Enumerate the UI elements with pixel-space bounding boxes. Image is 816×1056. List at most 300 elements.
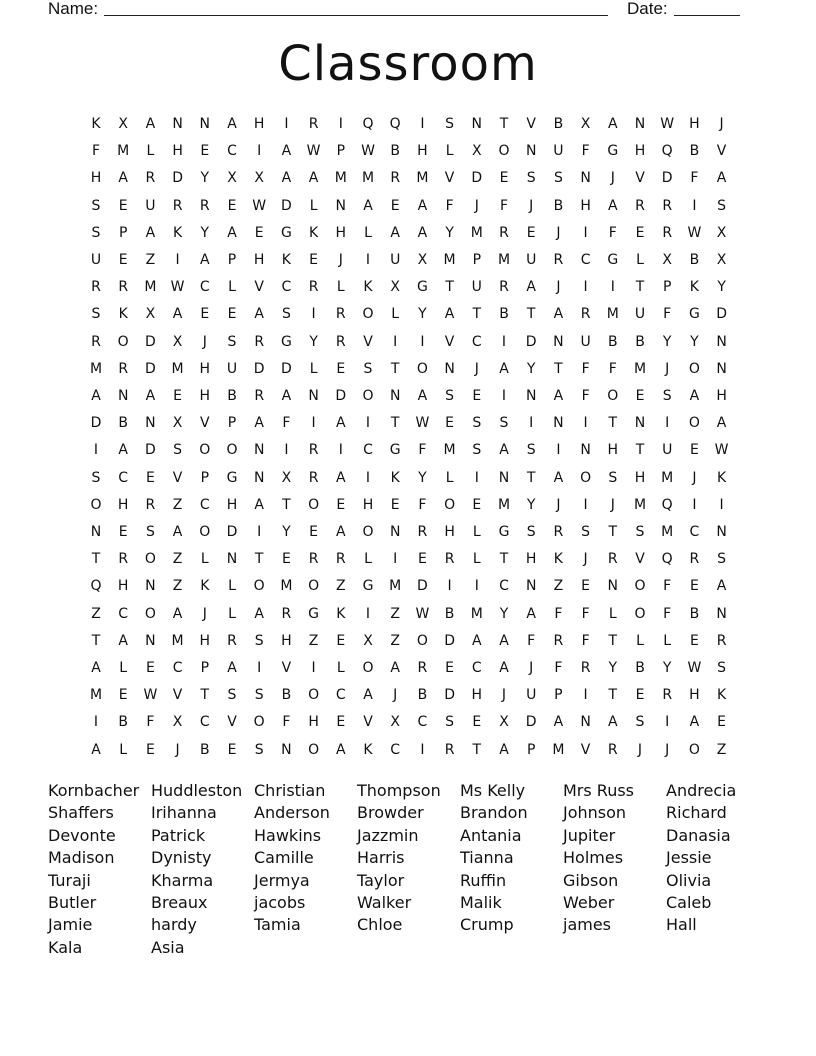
grid-letter: R — [635, 197, 645, 214]
grid-letter: L — [309, 360, 318, 377]
grid-letter: O — [117, 333, 129, 350]
grid-letter: I — [365, 469, 371, 486]
grid-letter: R — [254, 333, 265, 350]
grid-letter: A — [200, 252, 210, 268]
grid-letter: T — [254, 551, 264, 568]
grid-letter: X — [172, 714, 183, 731]
grid-letter: Y — [662, 660, 672, 676]
grid-letter: D — [226, 524, 238, 540]
grid-letter: K — [363, 279, 373, 296]
grid-letter: B — [553, 197, 564, 214]
grid-letter: Y — [526, 496, 536, 513]
grid-letter: N — [580, 442, 591, 459]
grid-letter: J — [202, 333, 207, 350]
grid-letter: H — [335, 224, 347, 241]
word-bank-item: Anderson — [254, 803, 330, 823]
grid-letter: J — [175, 741, 180, 758]
grid-letter: E — [499, 170, 509, 187]
word-bank-item: Shaffers — [48, 803, 114, 823]
grid-letter: G — [416, 279, 428, 296]
word-bank-item: hardy — [151, 915, 197, 935]
grid-letter: Q — [362, 116, 374, 132]
grid-letter: A — [363, 687, 373, 704]
grid-letter: J — [393, 687, 398, 704]
grid-letter: D — [661, 170, 673, 187]
grid-letter: R — [662, 224, 673, 241]
word-bank-item: Patrick — [151, 825, 206, 845]
grid-letter: D — [145, 333, 156, 350]
grid-letter: L — [364, 551, 372, 568]
grid-letter: H — [199, 632, 211, 649]
grid-letter: Y — [418, 469, 427, 486]
grid-letter: V — [172, 469, 183, 486]
grid-letter: T — [472, 306, 482, 323]
grid-letter: M — [443, 442, 456, 459]
word-bank-item: Devonte — [48, 825, 116, 845]
grid-letter: S — [499, 415, 509, 432]
grid-letter: B — [689, 605, 700, 622]
grid-letter: A — [390, 224, 400, 241]
grid-letter: V — [444, 333, 455, 350]
grid-letter: A — [254, 605, 264, 622]
grid-letter: J — [474, 197, 479, 214]
grid-letter: N — [553, 333, 564, 350]
grid-letter: H — [308, 714, 319, 731]
name-label: Name: — [48, 0, 99, 18]
grid-letter: C — [390, 741, 401, 758]
grid-letter: A — [417, 388, 428, 404]
grid-letter: T — [390, 415, 400, 432]
grid-letter: K — [173, 224, 183, 241]
grid-letter: T — [472, 741, 482, 758]
grid-letter: A — [716, 170, 727, 187]
grid-letter: D — [145, 360, 156, 377]
grid-letter: K — [717, 687, 727, 704]
grid-letter: C — [417, 714, 428, 731]
grid-letter: O — [634, 605, 646, 622]
grid-letter: E — [526, 224, 536, 241]
grid-letter: R — [335, 306, 346, 323]
grid-letter: R — [335, 333, 346, 350]
name-blank-line — [104, 15, 608, 16]
word-bank-item: Camille — [254, 848, 314, 868]
grid-letter: I — [420, 333, 425, 350]
grid-letter: E — [309, 524, 319, 540]
grid-letter: C — [689, 524, 700, 540]
grid-letter: F — [91, 143, 101, 160]
grid-letter: N — [634, 415, 646, 432]
word-column — [563, 780, 666, 959]
grid-letter: T — [445, 279, 454, 296]
grid-letter: V — [227, 714, 237, 731]
grid-letter: D — [444, 632, 455, 649]
grid-letter: D — [525, 714, 537, 731]
grid-letter: Q — [389, 116, 401, 132]
grid-letter: S — [717, 660, 727, 676]
grid-letter: I — [583, 224, 588, 241]
grid-letter: O — [362, 524, 374, 540]
grid-letter: R — [444, 741, 455, 758]
grid-letter: N — [253, 442, 265, 459]
grid-letter: C — [118, 469, 129, 486]
grid-letter: V — [172, 687, 183, 704]
grid-letter: E — [635, 687, 645, 704]
word-column — [151, 780, 254, 959]
grid-letter: M — [470, 224, 483, 241]
grid-letter: P — [526, 741, 536, 758]
grid-letter: C — [118, 605, 129, 622]
grid-letter: I — [257, 524, 262, 540]
grid-letter: I — [501, 333, 507, 350]
grid-letter: L — [445, 469, 454, 486]
grid-letter: X — [254, 170, 264, 187]
grid-letter: W — [714, 442, 729, 459]
grid-letter: G — [226, 469, 238, 486]
grid-letter: W — [361, 143, 375, 160]
grid-letter: J — [556, 496, 561, 513]
word-bank-item: jacobs — [254, 893, 306, 913]
grid-letter: X — [580, 116, 591, 132]
grid-letter: X — [172, 333, 183, 350]
grid-letter: T — [200, 687, 210, 704]
grid-letter: A — [145, 388, 156, 404]
grid-letter: H — [417, 143, 428, 160]
grid-letter: E — [336, 632, 346, 649]
grid-letter: N — [145, 632, 156, 649]
grid-letter: R — [499, 224, 509, 241]
grid-letter: I — [93, 442, 99, 459]
grid-letter: F — [146, 714, 155, 731]
grid-letter: K — [200, 578, 210, 595]
grid-letter: B — [689, 143, 700, 160]
grid-letter: E — [635, 224, 645, 241]
grid-letter: T — [390, 360, 400, 377]
grid-letter: W — [143, 687, 158, 704]
grid-letter: S — [635, 714, 645, 731]
grid-letter: K — [553, 551, 563, 568]
word-bank-item: Mrs Russ — [563, 781, 635, 800]
grid-letter: I — [583, 687, 588, 704]
grid-letter: R — [689, 551, 700, 568]
word-bank-item: Holmes — [563, 848, 624, 868]
word-bank-item: Richard — [666, 803, 727, 823]
grid-letter: E — [227, 741, 237, 758]
grid-letter: A — [553, 306, 564, 323]
grid-letter: V — [580, 741, 591, 758]
grid-letter: O — [634, 578, 646, 595]
grid-letter: O — [308, 741, 320, 758]
word-bank-item: Antania — [460, 825, 522, 845]
grid-letter: L — [146, 143, 155, 160]
grid-letter: C — [227, 143, 237, 160]
grid-letter: U — [145, 197, 156, 214]
grid-letter: C — [199, 714, 210, 731]
grid-letter: I — [311, 306, 316, 323]
grid-letter: O — [90, 496, 102, 513]
grid-letter: O — [580, 469, 592, 486]
grid-letter: N — [145, 578, 156, 595]
grid-letter: J — [665, 360, 670, 377]
grid-letter: H — [117, 496, 129, 513]
word-bank-item: Gibson — [563, 870, 619, 890]
grid-letter: R — [335, 551, 346, 568]
grid-letter: Y — [445, 224, 454, 241]
word-bank-item: Breaux — [151, 893, 208, 913]
word-bank-item: Irihanna — [151, 803, 217, 823]
grid-letter: S — [254, 687, 264, 704]
grid-letter: D — [525, 333, 537, 350]
grid-letter: L — [228, 605, 236, 622]
puzzle-title: Classroom — [278, 36, 538, 92]
grid-letter: T — [526, 306, 536, 323]
grid-letter: I — [365, 415, 371, 432]
grid-letter: F — [282, 714, 291, 731]
grid-letter: V — [444, 170, 455, 187]
grid-letter: C — [199, 496, 210, 513]
grid-letter: F — [527, 632, 536, 649]
grid-letter: I — [365, 252, 371, 268]
grid-letter: O — [362, 306, 374, 323]
grid-letter: I — [257, 660, 262, 676]
grid-letter: R — [308, 469, 319, 486]
grid-letter: X — [281, 469, 292, 486]
grid-letter: I — [665, 415, 670, 432]
grid-letter: O — [362, 660, 374, 676]
grid-letter: I — [719, 496, 724, 513]
word-bank — [48, 780, 769, 959]
grid-letter: R — [118, 360, 129, 377]
grid-letter: N — [634, 116, 646, 132]
grid-letter: T — [91, 632, 101, 649]
grid-letter: S — [363, 360, 373, 377]
grid-letter: B — [607, 333, 618, 350]
grid-letter: L — [391, 306, 400, 323]
grid-letter: L — [636, 252, 644, 268]
grid-letter: A — [281, 143, 292, 160]
grid-letter: H — [607, 442, 619, 459]
grid-letter: J — [202, 605, 207, 622]
grid-letter: V — [254, 279, 264, 296]
grid-letter: I — [474, 578, 479, 595]
grid-letter: Q — [661, 143, 673, 160]
grid-letter: N — [607, 578, 619, 595]
grid-letter: R — [91, 279, 101, 296]
grid-letter: N — [226, 551, 238, 568]
grid-letter: T — [526, 469, 536, 486]
grid-letter: L — [663, 632, 672, 649]
grid-letter: R — [499, 279, 509, 296]
grid-letter: I — [474, 469, 479, 486]
grid-letter: T — [91, 551, 101, 568]
grid-letter: D — [335, 388, 347, 404]
grid-letter: L — [336, 279, 345, 296]
grid-letter: D — [172, 170, 183, 187]
grid-letter: T — [608, 632, 618, 649]
grid-letter: G — [607, 143, 619, 160]
grid-letter: S — [526, 524, 536, 540]
grid-letter: R — [118, 279, 129, 296]
word-bank-item: Browder — [357, 803, 424, 823]
grid-letter: B — [227, 388, 237, 404]
grid-letter: T — [499, 551, 509, 568]
grid-letter: F — [663, 578, 672, 595]
grid-letter: M — [606, 306, 619, 323]
grid-letter: Z — [91, 605, 101, 622]
grid-letter: C — [172, 660, 183, 676]
grid-letter: J — [692, 469, 697, 486]
grid-letter: M — [497, 496, 511, 513]
grid-letter: O — [253, 578, 265, 595]
grid-letter: D — [444, 687, 455, 704]
grid-letter: P — [554, 687, 563, 704]
grid-letter: Y — [282, 524, 291, 540]
grid-letter: E — [390, 197, 400, 214]
grid-letter: U — [526, 687, 537, 704]
grid-letter: J — [665, 741, 670, 758]
grid-letter: O — [253, 714, 265, 731]
grid-letter: I — [556, 442, 561, 459]
grid-letter: E — [145, 469, 155, 486]
grid-letter: J — [338, 252, 343, 268]
grid-letter: S — [145, 524, 155, 540]
grid-letter: G — [308, 605, 320, 622]
grid-letter: S — [281, 306, 291, 323]
grid-letter: X — [172, 415, 183, 432]
grid-letter: D — [281, 197, 292, 214]
grid-letter: T — [499, 116, 509, 132]
grid-letter: I — [529, 415, 534, 432]
grid-letter: X — [363, 632, 373, 649]
grid-letter: C — [363, 442, 373, 459]
grid-letter: E — [118, 687, 128, 704]
grid-letter: Y — [717, 279, 726, 296]
grid-letter: E — [635, 388, 645, 404]
grid-letter: Z — [336, 578, 346, 595]
grid-letter: A — [608, 197, 618, 214]
word-bank-item: Ruffin — [460, 870, 507, 890]
grid-letter: L — [228, 578, 236, 595]
grid-letter: P — [662, 279, 672, 296]
grid-letter: W — [687, 224, 702, 241]
grid-letter: E — [227, 197, 237, 214]
grid-letter: N — [389, 524, 401, 540]
grid-letter: R — [607, 551, 618, 568]
grid-letter: S — [91, 224, 101, 241]
grid-letter: S — [227, 333, 237, 350]
grid-letter: N — [471, 116, 483, 132]
grid-letter: H — [580, 197, 591, 214]
grid-letter: E — [472, 388, 482, 404]
grid-letter: F — [554, 660, 563, 676]
grid-letter: B — [118, 714, 128, 731]
grid-letter: S — [717, 551, 727, 568]
grid-letter: E — [581, 578, 591, 595]
grid-letter: K — [309, 224, 319, 241]
grid-letter: L — [472, 524, 481, 540]
word-bank-item: Caleb — [666, 893, 712, 913]
grid-letter: S — [445, 714, 455, 731]
grid-letter: N — [444, 360, 455, 377]
grid-letter: T — [608, 415, 618, 432]
grid-letter: M — [389, 578, 402, 595]
grid-letter: A — [499, 360, 509, 377]
grid-letter: R — [580, 306, 591, 323]
grid-letter: E — [145, 660, 155, 676]
grid-letter: J — [583, 551, 588, 568]
grid-letter: A — [608, 714, 618, 731]
grid-letter: R — [227, 632, 237, 649]
grid-letter: E — [118, 197, 128, 214]
grid-letter: A — [363, 197, 373, 214]
grid-letter: A — [308, 170, 319, 187]
grid-letter: S — [91, 469, 101, 486]
word-bank-item: Tianna — [460, 848, 514, 868]
grid-letter: E — [689, 578, 699, 595]
grid-letter: K — [390, 469, 400, 486]
word-column — [460, 780, 563, 959]
grid-letter: M — [89, 360, 103, 377]
grid-letter: E — [445, 660, 455, 676]
grid-letter: B — [118, 415, 128, 432]
grid-letter: E — [472, 714, 482, 731]
grid-letter: A — [118, 170, 128, 187]
grid-letter: Z — [716, 741, 727, 758]
word-bank-item: james — [563, 915, 612, 935]
grid-letter: F — [581, 388, 590, 404]
grid-letter: D — [417, 578, 428, 595]
grid-letter: H — [281, 632, 292, 649]
grid-letter: F — [690, 170, 699, 187]
grid-letter: R — [308, 116, 319, 132]
grid-letter: I — [284, 442, 289, 459]
grid-letter: S — [445, 116, 455, 132]
grid-letter: Y — [499, 605, 509, 622]
grid-letter: E — [390, 496, 400, 513]
grid-letter: X — [417, 252, 428, 268]
grid-letter: A — [499, 741, 509, 758]
grid-letter: R — [199, 197, 210, 214]
grid-letter: E — [472, 496, 482, 513]
grid-letter: F — [445, 197, 454, 214]
grid-letter: A — [417, 224, 428, 241]
grid-letter: R — [145, 496, 156, 513]
grid-letter: Y — [200, 224, 210, 241]
grid-letter: Z — [172, 551, 183, 568]
grid-letter: F — [581, 143, 590, 160]
grid-letter: A — [689, 388, 700, 404]
grid-letter: I — [365, 605, 371, 622]
grid-letter: A — [281, 170, 292, 187]
grid-letter: N — [553, 415, 564, 432]
grid-letter: K — [689, 279, 699, 296]
grid-letter: N — [525, 578, 537, 595]
word-bank-item: Christian — [254, 781, 326, 800]
grid-letter: M — [144, 279, 157, 296]
grid-letter: A — [172, 524, 183, 540]
grid-letter: Y — [309, 333, 318, 350]
word-bank-item: Huddleston — [151, 781, 243, 800]
grid-letter: A — [336, 741, 346, 758]
grid-letter: I — [665, 714, 670, 731]
grid-letter: S — [254, 741, 264, 758]
grid-letter: X — [118, 116, 128, 132]
grid-letter: I — [311, 660, 316, 676]
grid-letter: A — [254, 415, 264, 432]
grid-letter: K — [91, 116, 101, 132]
word-bank-item: Hall — [666, 915, 697, 935]
word-bank-item: Jermya — [254, 870, 310, 890]
grid-letter: S — [91, 306, 101, 323]
